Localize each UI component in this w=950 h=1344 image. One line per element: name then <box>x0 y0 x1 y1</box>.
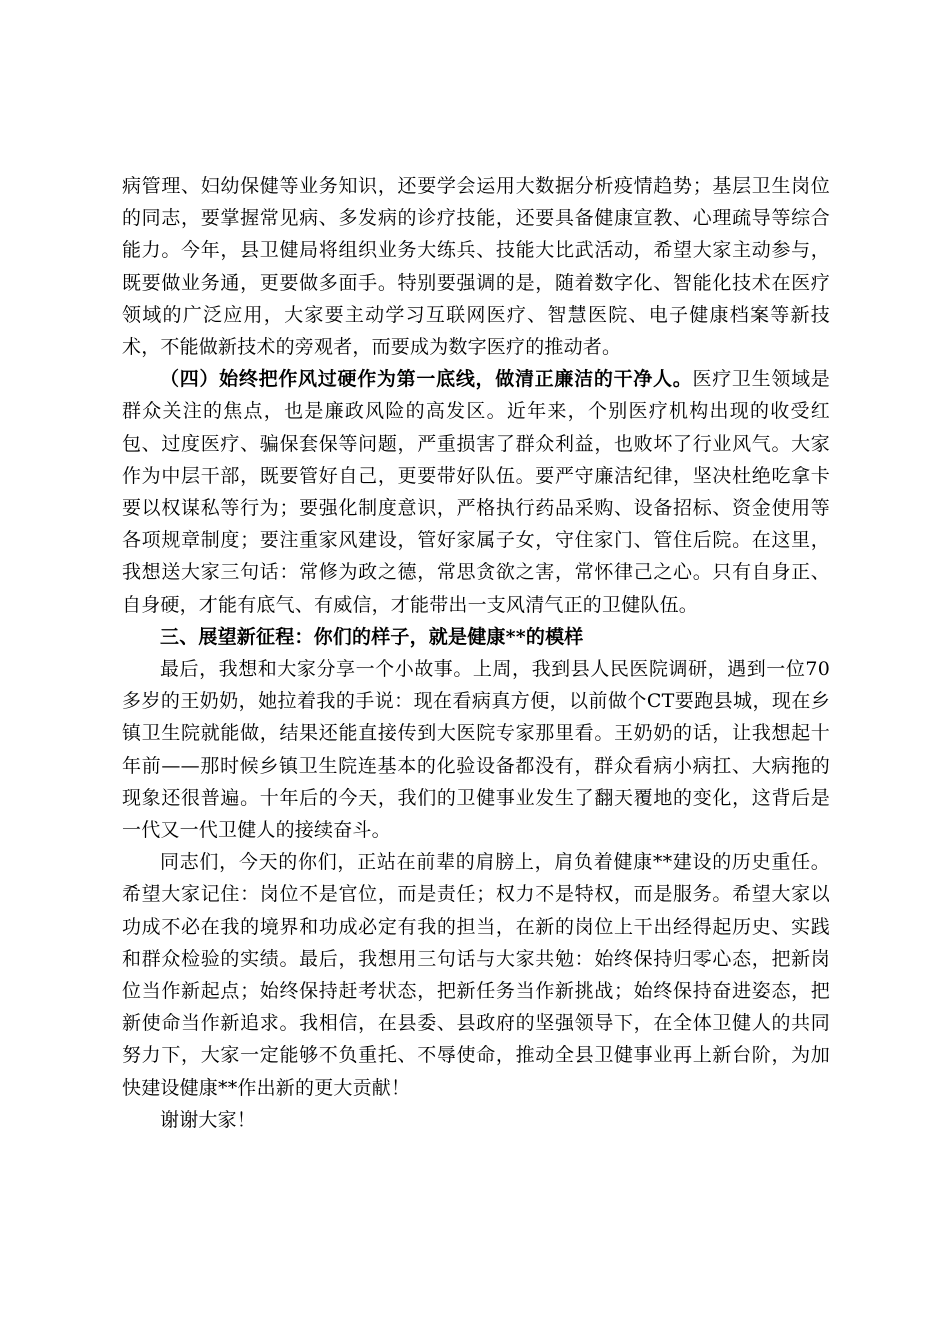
body-paragraph-1: 病管理、妇幼保健等业务知识，还要学会运用大数据分析疫情趋势；基层卫生岗位的同志，要掌握常见病、多发病的诊疗技能，还要具备健康宣教、心理疏导等综合能力。今年，县卫健局将组织业务大练兵、技能大比武活动，希望大家主动参与，既要做业务通，更要做多面手。特别要强调的是，随着数字化、智能化技术在医疗领域的广泛应用，大家要主动学习互联网医疗、智慧医院、电子健康档案等新技术，不能做新技术的旁观者，而要成为数字医疗的推动者。 <box>122 175 830 359</box>
body-paragraph-2 <box>122 363 830 621</box>
document-page <box>122 170 830 1136</box>
closing-thanks: 谢谢大家！ <box>160 1108 257 1131</box>
body-paragraph-3: 最后，我想和大家分享一个小故事。上周，我到县人民医院调研，遇到一位70多岁的王奶奶，她拉着我的手说：现在看病真方便，以前做个CT要跑县城，现在乡镇卫生院就能做，结果还能直接传到大医院专家那里看。王奶奶的话，让我想起十年前——那时候乡镇卫生院连基本的化验设备都没有，群众看病小病扛、大病拖的现象还很普遍。十年后的今天，我们的卫健事业发生了翻天覆地的变化，这背后是一代又一代卫健人的接续奋斗。 <box>122 658 830 842</box>
section-4-body: 医疗卫生领域是群众关注的焦点，也是廉政风险的高发区。近年来，个别医疗机构出现的收受红包、过度医疗、骗保套保等问题，严重损害了群众利益，也败坏了行业风气。大家作为中层干部，既要管好自己，更要带好队伍。要严守廉洁纪律，坚决杜绝吃拿卡要以权谋私等行为；要强化制度意识，严格执行药品采购、设备招标、资金使用等各项规章制度；要注重家风建设，管好家属子女，守住家门、管住后院。在这里，我想送大家三句话：常修为政之德，常思贪欲之害，常怀律己之心。只有自身正、自身硬，才能有底气、有威信，才能带出一支风清气正的卫健队伍。 <box>122 368 830 616</box>
body-paragraph-4: 同志们，今天的你们，正站在前辈的肩膀上，肩负着健康**建设的历史重任。希望大家记住：岗位不是官位，而是责任；权力不是特权，而是服务。希望大家以功成不必在我的境界和功成必定有我的担当，在新的岗位上干出经得起历史、实践和群众检验的实绩。最后，我想用三句话与大家共勉：始终保持归零心态，把新岗位当作新起点；始终保持赶考状态，把新任务当作新挑战；始终保持奋进姿态，把新使命当作新追求。我相信，在县委、县政府的坚强领导下，在全体卫健人的共同努力下，大家一定能够不负重托、不辱使命，推动全县卫健事业再上新台阶，为加快建设健康**作出新的更大贡献！ <box>122 851 830 1099</box>
section-3-heading: 三、展望新征程：你们的样子，就是健康**的模样 <box>160 625 584 648</box>
section-4-heading: （四）始终把作风过硬作为第一底线，做清正廉洁的干净人。 <box>160 368 693 391</box>
